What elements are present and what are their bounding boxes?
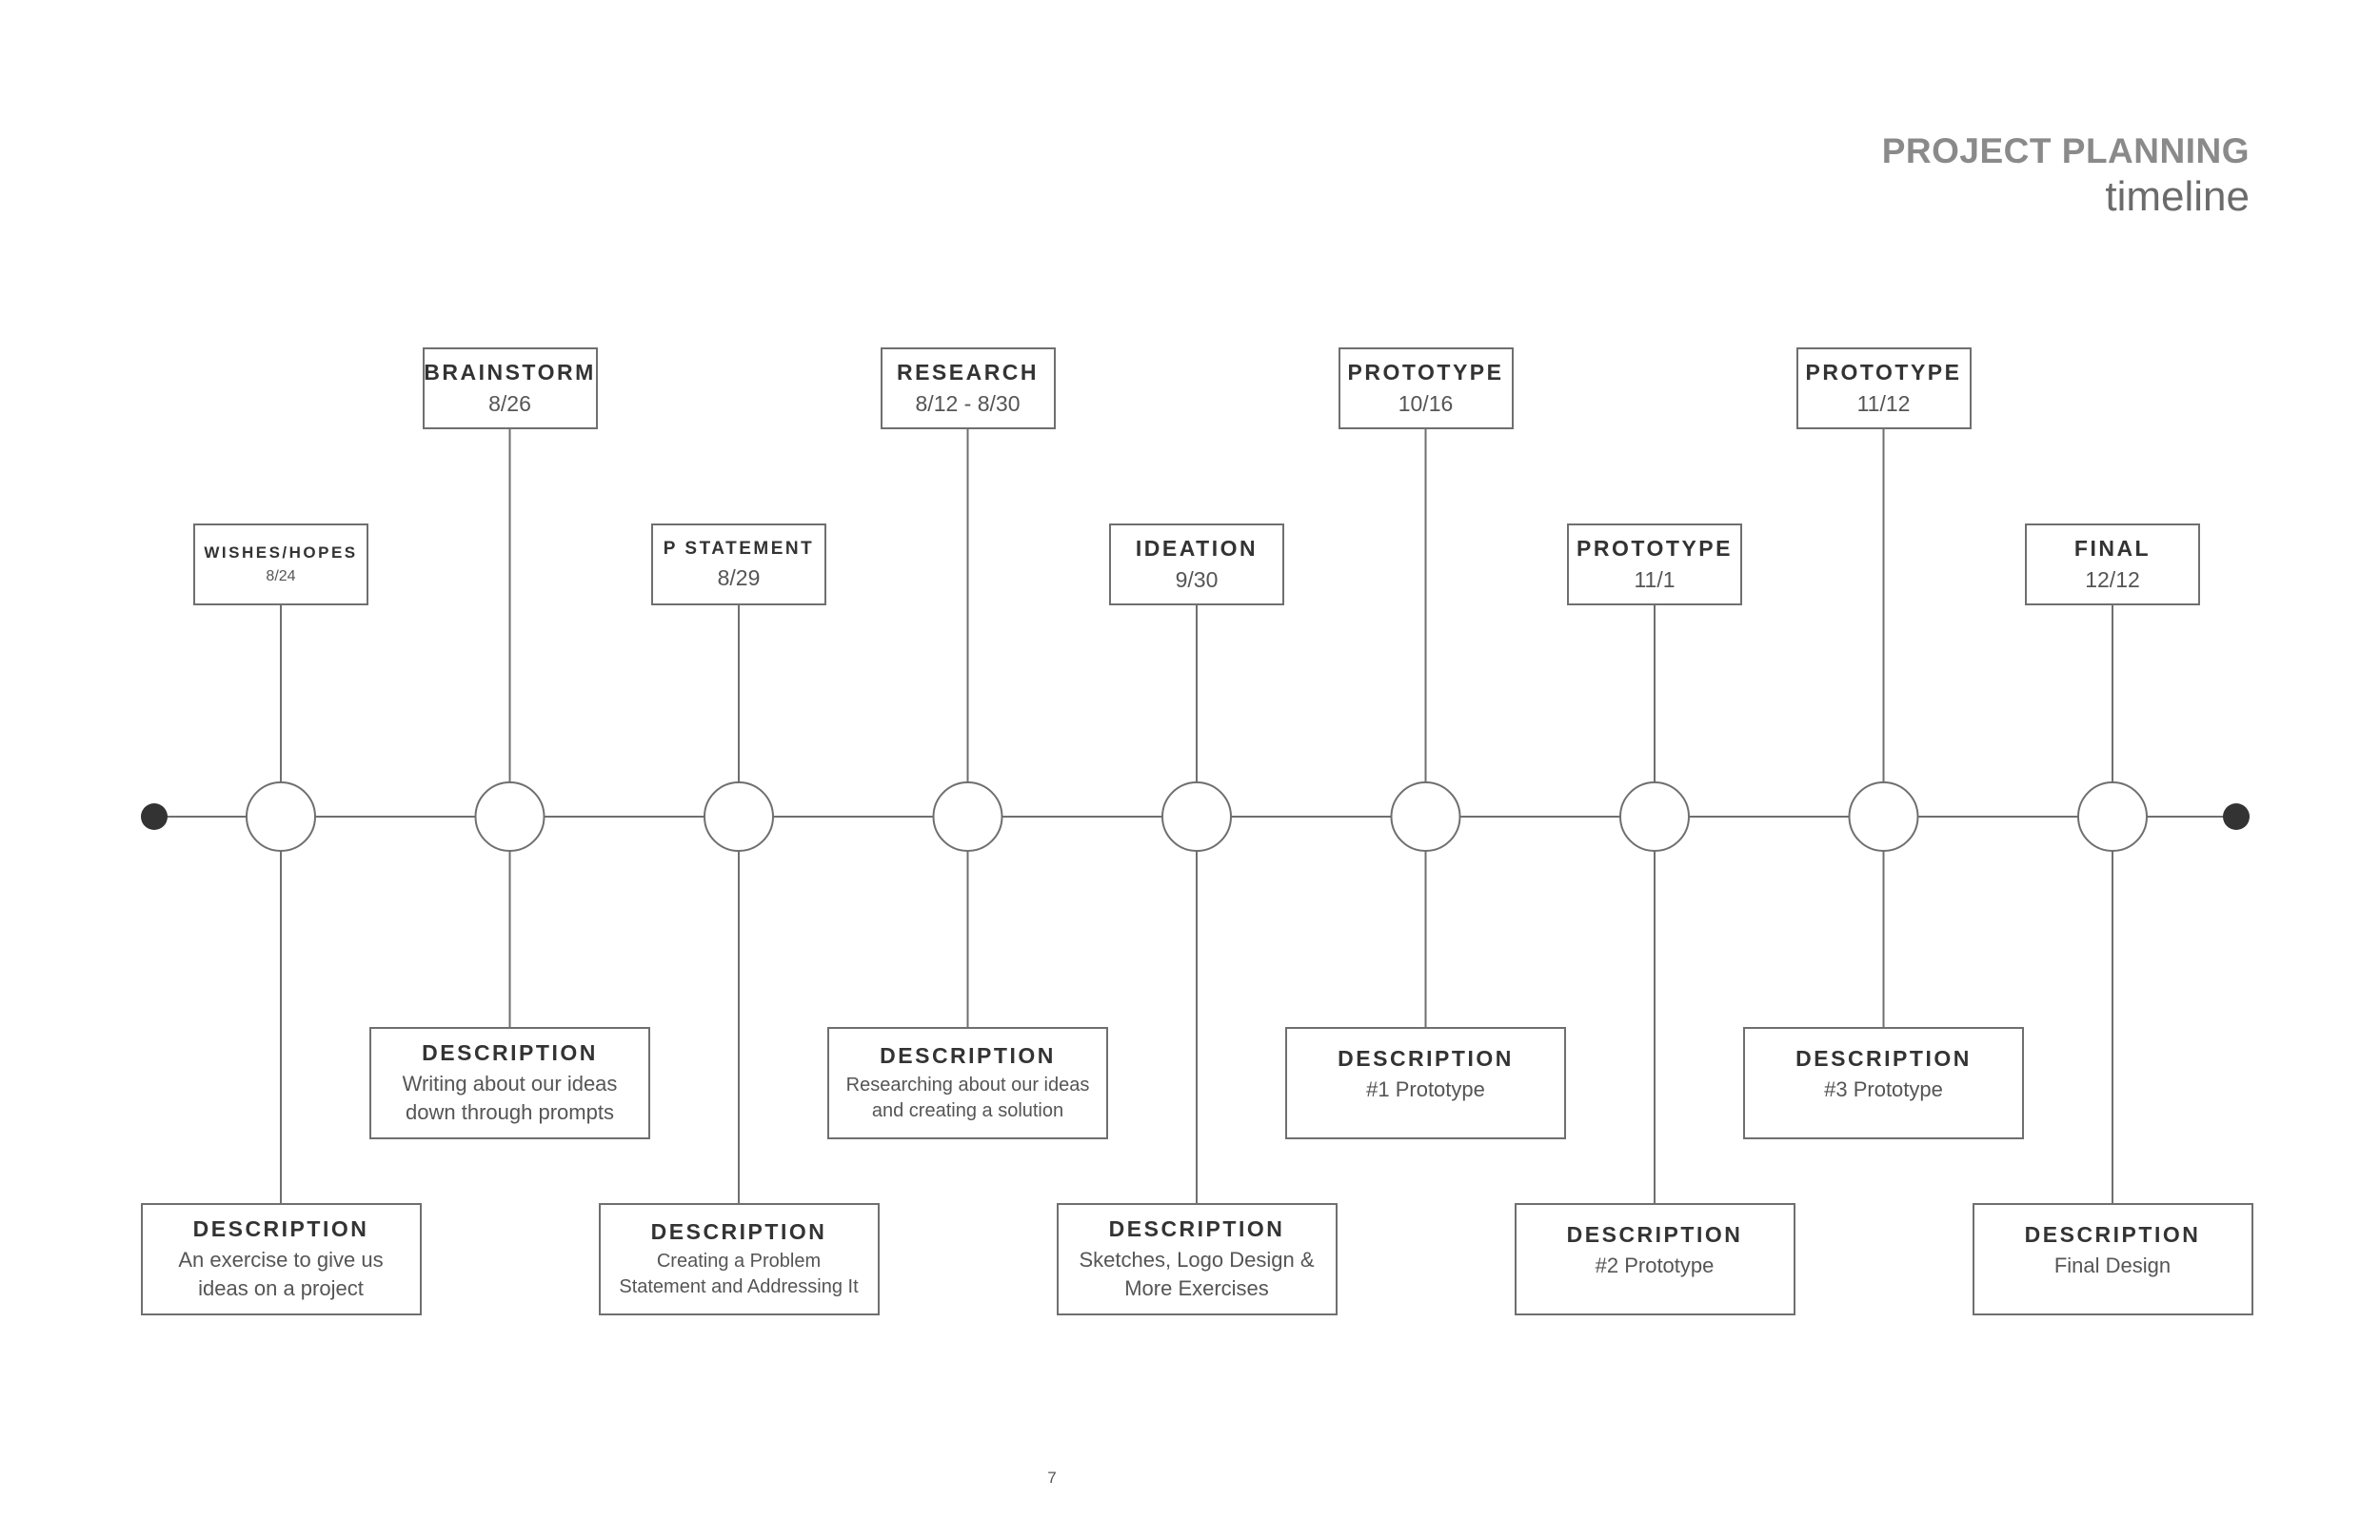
description-title: DESCRIPTION <box>1566 1222 1743 1247</box>
description-box <box>1285 1027 1566 1139</box>
description-text: Creating a Problem <box>656 1250 822 1272</box>
page-subtitle: timeline <box>2105 173 2250 220</box>
milestone-box <box>1796 347 1972 429</box>
page-title: PROJECT PLANNING <box>1881 131 2250 170</box>
milestone-box <box>193 523 368 605</box>
milestone-box <box>1339 347 1514 429</box>
description-title: DESCRIPTION <box>1108 1215 1285 1241</box>
milestone-box <box>881 347 1056 429</box>
description-title: DESCRIPTION <box>880 1042 1056 1068</box>
milestone-title: P STATEMENT <box>663 538 815 559</box>
milestone-date: 11/12 <box>1856 391 1911 416</box>
milestone-box <box>1109 523 1284 605</box>
milestone-node <box>247 782 315 851</box>
milestone-box <box>651 523 826 605</box>
description-text: #1 Prototype <box>1366 1077 1485 1101</box>
milestone-title: FINAL <box>2073 536 2152 561</box>
milestone-date: 8/24 <box>266 568 296 584</box>
milestone-title: PROTOTYPE <box>1577 536 1733 561</box>
milestone-date: 8/12 - 8/30 <box>915 391 1021 416</box>
milestone-title: PROTOTYPE <box>1347 360 1504 385</box>
milestone-date: 8/29 <box>717 564 761 590</box>
description-box <box>599 1203 880 1315</box>
milestone-date: 11/1 <box>1634 567 1676 592</box>
milestone-date: 10/16 <box>1398 391 1454 416</box>
milestone-title: RESEARCH <box>896 360 1040 385</box>
description-title: DESCRIPTION <box>1795 1046 1972 1071</box>
milestone-date: 12/12 <box>2085 567 2140 592</box>
description-text: and creating a solution <box>871 1099 1064 1121</box>
description-text: Researching about our ideas <box>845 1074 1090 1096</box>
milestone-title: BRAINSTORM <box>424 360 596 385</box>
description-title: DESCRIPTION <box>192 1215 369 1241</box>
description-text: ideas on a project <box>198 1275 364 1300</box>
description-text: Statement and Addressing It <box>619 1275 859 1297</box>
description-box <box>827 1027 1108 1139</box>
milestone-box <box>2025 523 2200 605</box>
description-text: Sketches, Logo Design & <box>1079 1247 1315 1272</box>
description-title: DESCRIPTION <box>1338 1046 1514 1071</box>
description-title: DESCRIPTION <box>650 1218 827 1244</box>
milestone-date: 8/26 <box>488 391 531 416</box>
description-text: Writing about our ideas <box>402 1071 618 1096</box>
timeline-start-dot <box>141 803 168 830</box>
description-title: DESCRIPTION <box>2024 1222 2201 1247</box>
milestone-box <box>1567 523 1742 605</box>
milestone-title: IDEATION <box>1135 536 1259 561</box>
description-box <box>369 1027 650 1139</box>
milestone-node <box>1850 782 1918 851</box>
description-text: #2 Prototype <box>1595 1254 1715 1277</box>
description-box <box>1057 1203 1338 1315</box>
description-box <box>141 1203 422 1315</box>
milestone-node <box>2078 782 2147 851</box>
page-number: 7 <box>1047 1469 1057 1487</box>
milestone-title: WISHES/HOPES <box>204 543 358 562</box>
milestone-title: PROTOTYPE <box>1805 360 1962 385</box>
milestone-node <box>1620 782 1689 851</box>
description-text: down through prompts <box>406 1099 614 1124</box>
timeline-end-dot <box>2223 803 2250 830</box>
description-text: More Exercises <box>1124 1275 1269 1300</box>
description-text: Final Design <box>2053 1254 2172 1277</box>
description-text: #3 Prototype <box>1824 1077 1943 1101</box>
milestone-node <box>1162 782 1231 851</box>
milestone-box <box>423 347 598 429</box>
milestone-node <box>934 782 1002 851</box>
milestone-node <box>1392 782 1460 851</box>
milestone-node <box>704 782 773 851</box>
milestone-date: 9/30 <box>1175 567 1219 592</box>
description-box <box>1743 1027 2024 1139</box>
description-box <box>1515 1203 1795 1315</box>
description-title: DESCRIPTION <box>422 1039 598 1065</box>
description-box <box>1973 1203 2253 1315</box>
description-text: An exercise to give us <box>178 1247 384 1272</box>
milestone-node <box>476 782 545 851</box>
